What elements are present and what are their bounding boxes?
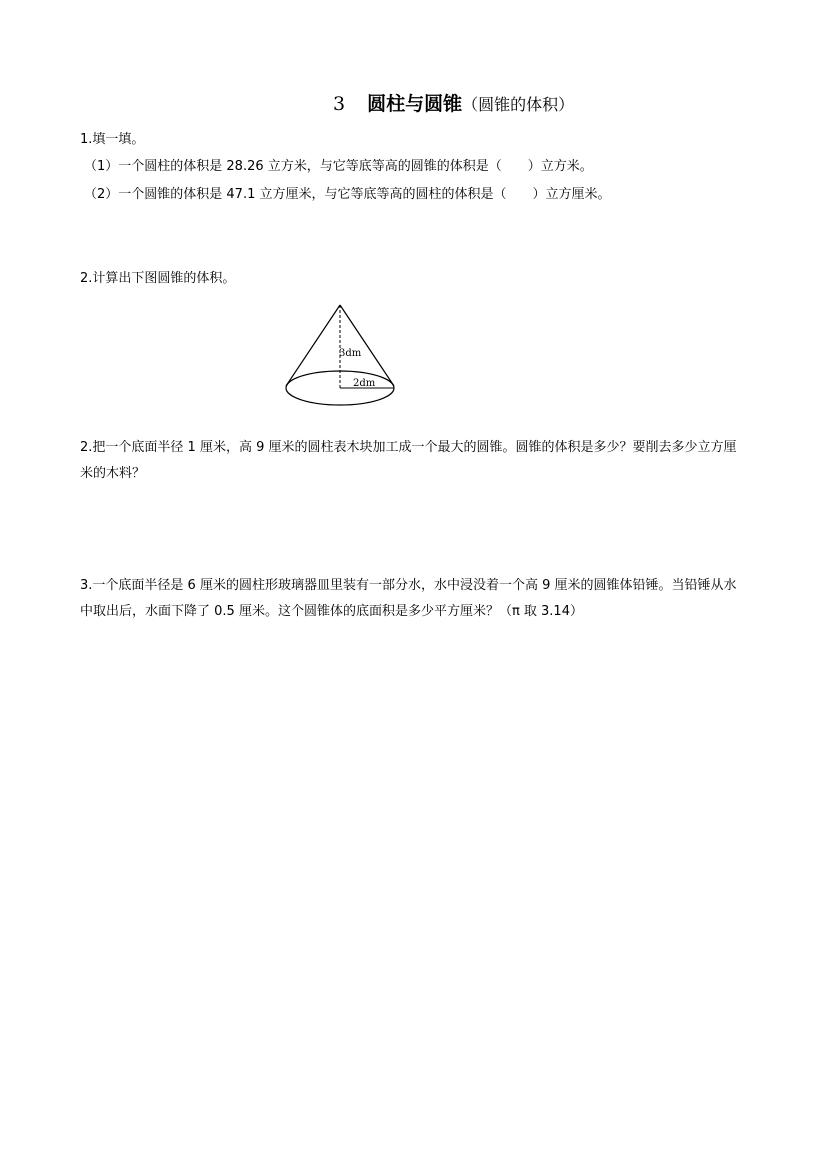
cone-radius-label: 2dm [353,378,376,389]
chapter-number: 3 [333,93,346,115]
question-1-heading: 1.填一填。 [80,132,145,147]
chapter-subtitle: （圆锥的体积） [462,95,575,114]
question-1-item-2: （2）一个圆锥的体积是 47.1 立方厘米，与它等底等高的圆柱的体积是（ ）立方厘米。 [84,187,611,202]
question-4-text: 3.一个底面半径是 6 厘米的圆柱形玻璃器皿里装有一部分水，水中浸没着一个高 9 厘米的圆锥体铅锤。当铅锤从水中取出后，水面下降了 0.5 厘米。这个圆锥体的底面积是多少平方厘米？（π 取 3.14） [80,578,737,619]
cone-left-edge [286,305,340,386]
page-title [333,89,574,116]
chapter-title: 圆柱与圆锥 [367,93,463,115]
cone-right-edge [340,305,394,386]
cone-height-label: 3dm [339,348,362,359]
cone-figure [282,302,402,416]
question-2-heading: 2.计算出下图圆锥的体积。 [80,271,236,286]
question-1-item-1: （1）一个圆柱的体积是 28.26 立方米，与它等底等高的圆锥的体积是（ ）立方米。 [84,159,593,174]
question-3-text: 2.把一个底面半径 1 厘米，高 9 厘米的圆柱表木块加工成一个最大的圆锥。圆锥的体积是多少？要削去多少立方厘米的木料？ [80,440,737,481]
